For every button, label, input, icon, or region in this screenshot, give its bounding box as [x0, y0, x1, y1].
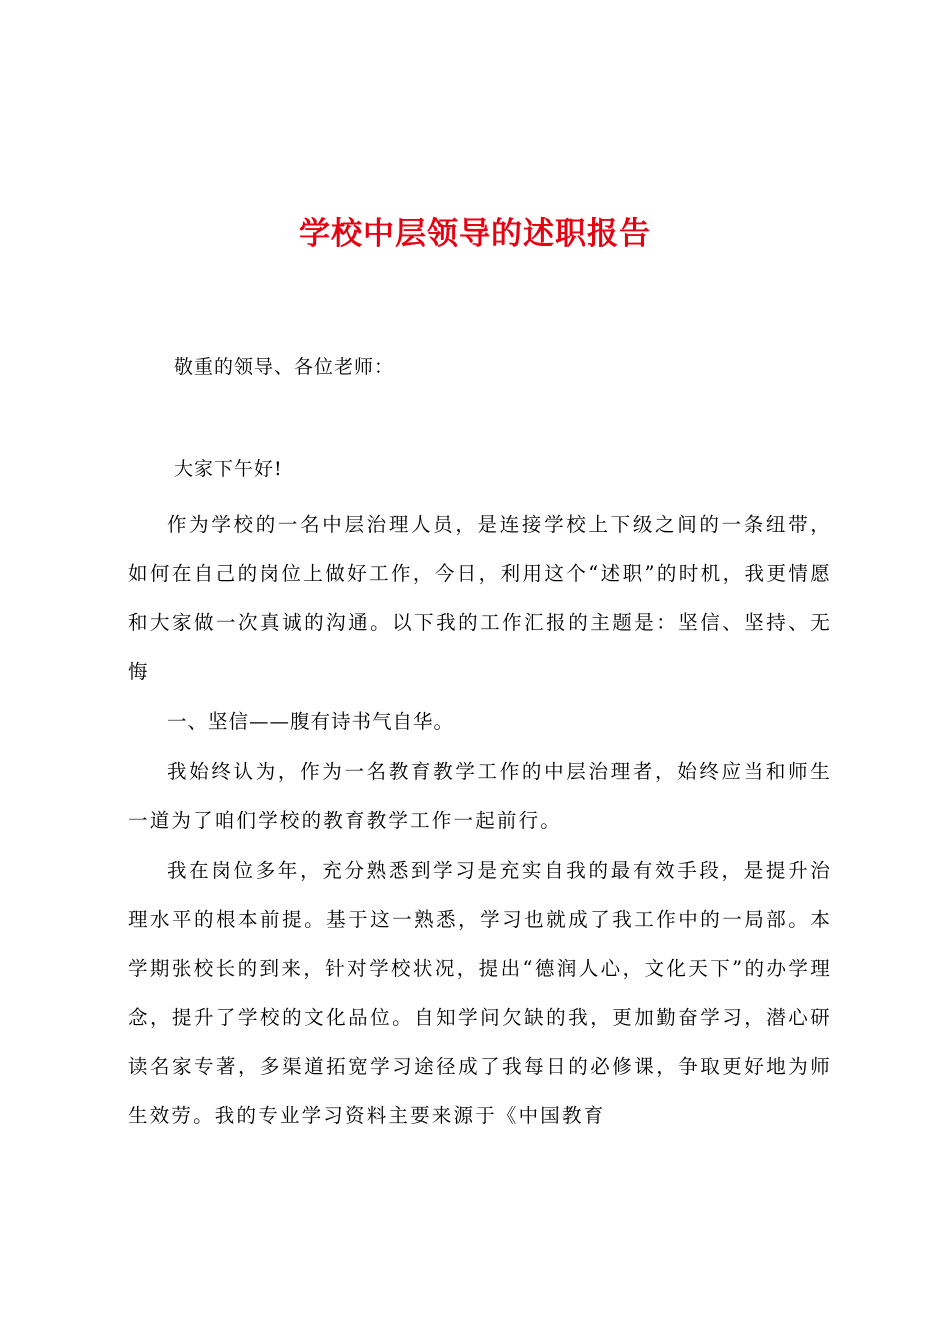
greeting: 大家下午好!	[174, 458, 283, 480]
paragraph-intro: 作为学校的一名中层治理人员，是连接学校上下级之间的一条纽带，如何在自己的岗位上做好工作，今日，利用这个“述职”的时机，我更情愿和大家做一次真诚的沟通。以下我的工作汇报的主题是：坚信、坚持、无悔	[128, 513, 832, 683]
document-body	[128, 500, 832, 1141]
section-heading: 一、坚信——腹有诗书气自华。	[167, 710, 455, 733]
paragraph: 我始终认为，作为一名教育教学工作的中层治理者，始终应当和师生一道为了咱们学校的教育教学工作一起前行。	[128, 760, 832, 832]
paragraph: 我在岗位多年，充分熟悉到学习是充实自我的最有效手段，是提升治理水平的根本前提。基于这一熟悉，学习也就成了我工作中的一局部。本学期张校长的到来，针对学校状况，提出“德润人心，文化天下”的办学理念，提升了学校的文化品位。自知学问欠缺的我，更加勤奋学习，潜心研读名家专著，多渠道拓宽学习途径成了我每日的必修课，争取更好地为师生效劳。我的专业学习资料主要来源于《中国教育	[128, 859, 832, 1127]
salutation: 敬重的领导、各位老师：	[174, 356, 395, 378]
document-title: 学校中层领导的述职报告	[299, 216, 651, 252]
